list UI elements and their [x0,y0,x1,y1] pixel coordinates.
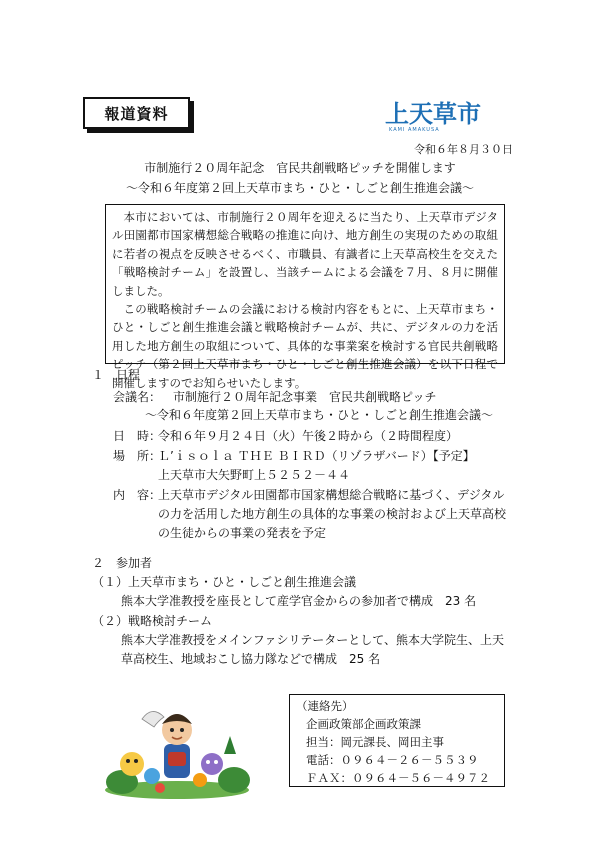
document-title: 市制施行２０周年記念 官民共創戦略ピッチを開催します [144,161,456,175]
meeting-name-line1: 市制施行２０周年記念事業 官民共創戦略ピッチ [173,390,437,404]
participants-item2-detail-line2: 草高校生、地域おこし協力隊などで構成 25 名 [121,652,381,666]
content-line1: 上天草市デジタル田園都市国家構想総合戦略に基づく、デジタル [158,488,505,502]
datetime-label: 日 時： [113,429,162,443]
participants-item1-title: （１）上天草市まち・ひと・しごと創生推進会議 [92,575,357,589]
mascot-illustration [102,694,252,799]
section-participants-heading: ２ 参加者 [92,556,153,570]
contact-staff: 担当：岡元課長、岡田主事 [306,735,444,749]
contact-phone: 電話：０９６４－２６－５５３９ [306,753,479,767]
press-release-label [83,97,190,129]
participants-item1-detail: 熊本大学准教授を座長として産学官金からの参加者で構成 23 名 [121,594,477,608]
intro-paragraph-1: 本市においては、市制施行２０周年を迎えるに当たり、上天草市デジタル田園都市国家構想総合戦略の推進に向け、地方創生の実現のための取組に若者の視点を反映させるべく、市職員、有識者に上天草高校生を交えた「戦略検討チーム」を設置し、当該チームによる会議を７月、８月に開催しました。 [112,210,498,298]
meeting-name-label: 会議名： [113,390,162,404]
contact-box [289,694,505,787]
participants-item2-title: （２）戦略検討チーム [92,614,213,628]
document-subtitle: ～令和６年度第２回上天草市まち・ひと・しごと創生推進会議～ [125,181,474,195]
meeting-name-line2: ～令和６年度第２回上天草市まち・ひと・しごと創生推進会議～ [145,408,494,422]
intro-paragraph-2: この戦略検討チームの会議における検討内容をもとに、上天草市まち・ひと・しごと創生推進会議と戦略検討チームが、共に、デジタルの力を活用した地方創生の取組について、具体的な事業案を検討する官民共創戦略ピッチ（第２回上天草市まち・ひと・しごと創生推進会議）を以下日程で開催しますのでお知らせいたします。 [112,302,498,390]
kamiamakusa-city-logo [383,98,511,132]
logo-text: 上天草市 [385,100,481,128]
release-date: 令和６年８月３０日 [414,143,513,156]
contact-fax: ＦＡＸ：０９６４－５６－４９７２ [306,771,490,785]
place-label: 場 所： [113,449,162,463]
contact-department: 企画政策部企画政策課 [306,717,421,731]
contact-heading: （連絡先） [296,699,354,713]
logo-sub-text: KAMI AMAKUSA [389,127,440,132]
datetime-value: 令和６年９月２４日（火）午後２時から（２時間程度） [158,429,459,443]
place-line2: 上天草市大矢野町上５２５２－４４ [158,468,351,482]
participants-item2-detail-line1: 熊本大学准教授をメインファシリテーターとして、熊本大学院生、上天 [121,633,505,647]
press-release-label-text: 報道資料 [104,104,169,123]
content-line2: の力を活用した地方創生の具体的な事業の検討および上天草高校 [158,507,507,521]
section-schedule-heading: １ 日程 [92,368,141,382]
place-line1: Ｌ’ｉｓｏｌａ ＴＨＥ ＢＩＲＤ（リゾラザバード）【予定】 [158,449,475,463]
content-label: 内 容： [113,488,162,502]
content-line3: の生徒からの事業の発表を予定 [158,526,327,540]
